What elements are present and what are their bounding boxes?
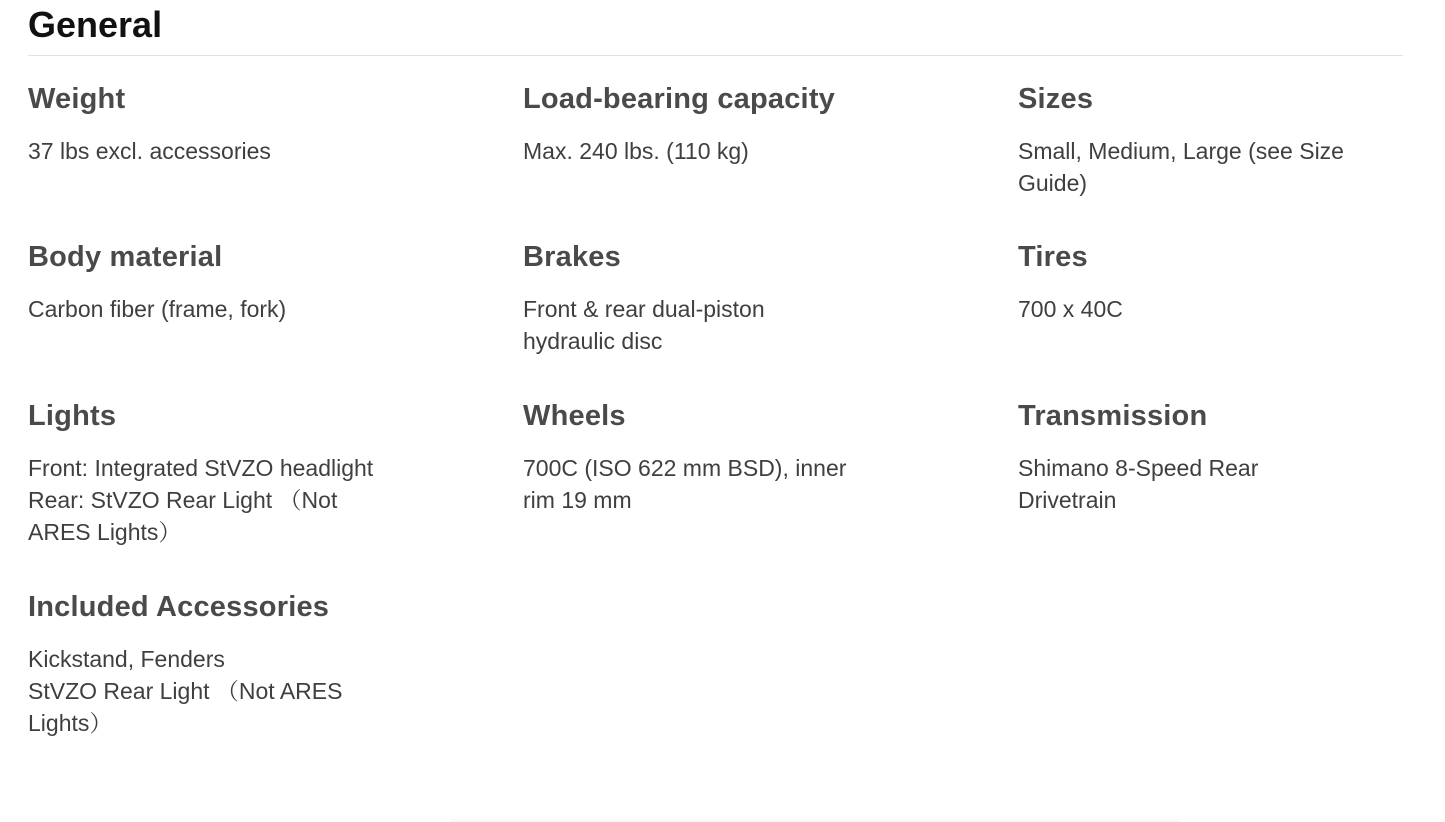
- spec-value-line: Guide): [1018, 170, 1088, 196]
- spec-value: [523, 293, 923, 357]
- spec-label: Wheels: [523, 400, 626, 432]
- spec-label: Brakes: [523, 241, 621, 273]
- spec-value: [523, 452, 923, 516]
- spec-brakes: [523, 240, 923, 357]
- spec-value: [28, 135, 428, 167]
- spec-label: Transmission: [1018, 400, 1208, 432]
- spec-value-line: ARES Lights）: [28, 519, 182, 545]
- spec-label: Weight: [28, 83, 126, 115]
- spec-value-line: hydraulic disc: [523, 328, 663, 354]
- spec-value: [28, 643, 428, 739]
- bottom-shadow: [450, 818, 1180, 822]
- spec-label: Lights: [28, 400, 117, 432]
- section-title: General: [28, 4, 163, 45]
- spec-value: [1018, 135, 1418, 199]
- spec-value: [28, 293, 428, 325]
- spec-value-line: Lights）: [28, 710, 113, 736]
- spec-value-line: Kickstand, Fenders: [28, 646, 225, 672]
- spec-label: Body material: [28, 241, 223, 273]
- spec-value-line: 700C (ISO 622 mm BSD), inner: [523, 455, 847, 481]
- spec-load-bearing-capacity: [523, 82, 923, 167]
- spec-label: Load-bearing capacity: [523, 83, 835, 115]
- spec-value: [523, 135, 923, 167]
- spec-value-line: Max. 240 lbs. (110 kg): [523, 138, 749, 164]
- spec-value-line: Front & rear dual-piston: [523, 296, 765, 322]
- spec-included-accessories: [28, 590, 428, 739]
- spec-label: Sizes: [1018, 83, 1094, 115]
- section-divider: [28, 55, 1403, 56]
- spec-value: [1018, 452, 1418, 516]
- spec-label: Tires: [1018, 241, 1088, 273]
- spec-sizes: [1018, 82, 1418, 199]
- spec-value: [1018, 293, 1418, 325]
- spec-weight: [28, 82, 428, 167]
- spec-value-line: Carbon fiber (frame, fork): [28, 296, 287, 322]
- spec-tires: [1018, 240, 1418, 325]
- spec-value-line: rim 19 mm: [523, 487, 632, 513]
- spec-value-line: Rear: StVZO Rear Light （Not: [28, 487, 338, 513]
- spec-label: Included Accessories: [28, 591, 330, 623]
- spec-value-line: Drivetrain: [1018, 487, 1117, 513]
- spec-value-line: StVZO Rear Light （Not ARES: [28, 678, 343, 704]
- spec-body-material: [28, 240, 428, 325]
- spec-value-line: 37 lbs excl. accessories: [28, 138, 271, 164]
- spec-value-line: 700 x 40C: [1018, 296, 1123, 322]
- spec-value: [28, 452, 428, 548]
- spec-value-line: Small, Medium, Large (see Size: [1018, 138, 1344, 164]
- spec-value-line: Shimano 8-Speed Rear: [1018, 455, 1259, 481]
- spec-value-line: Front: Integrated StVZO headlight: [28, 455, 374, 481]
- spec-transmission: [1018, 399, 1418, 516]
- spec-wheels: [523, 399, 923, 516]
- spec-lights: [28, 399, 428, 548]
